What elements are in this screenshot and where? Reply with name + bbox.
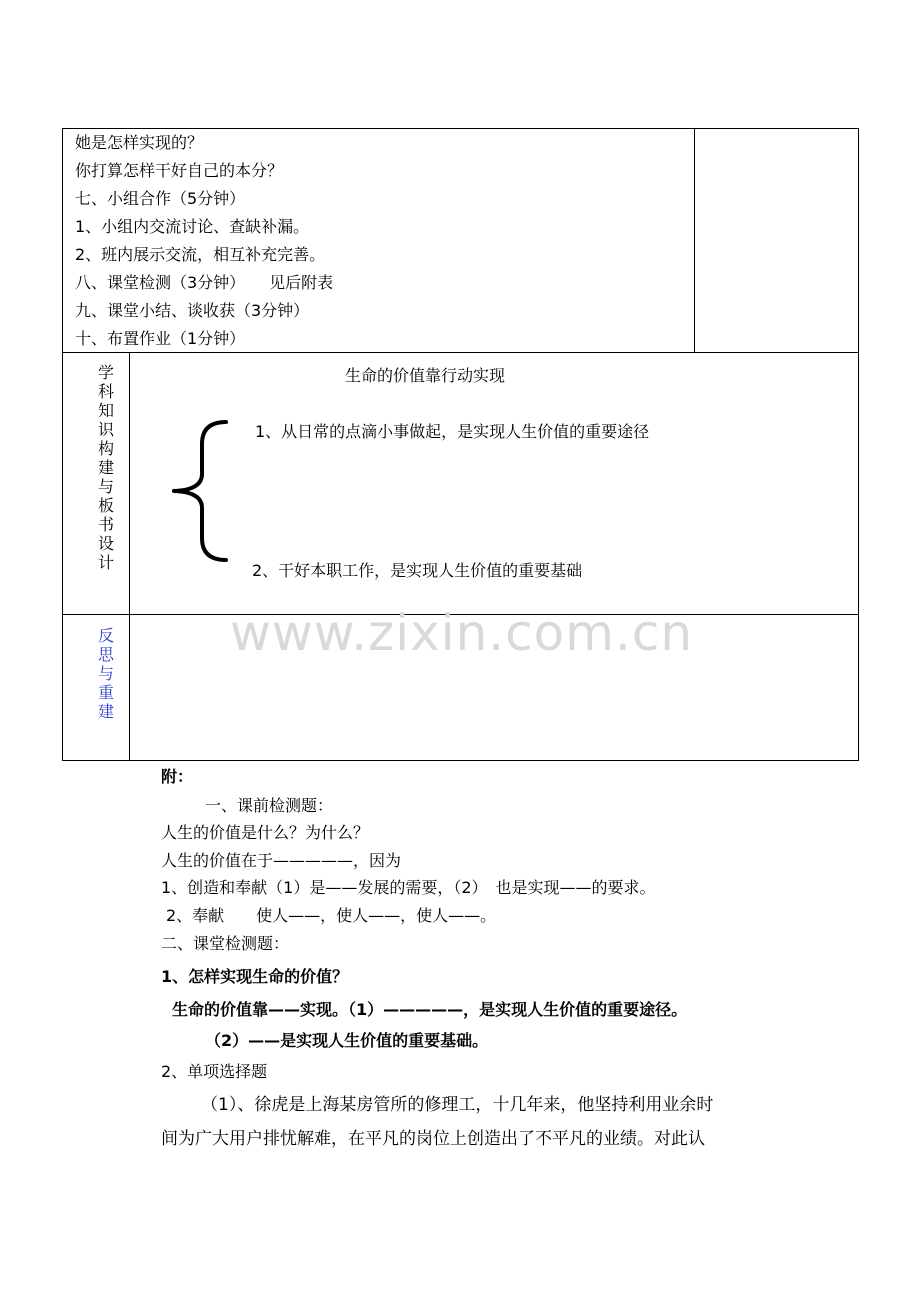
row1-col-divider [694,128,695,353]
label-col-divider [129,352,130,761]
paragraph-line: （1）、徐虎是上海某房管所的修理工，十几年来，他坚持利用业余时 [201,1095,714,1115]
question-line: 1、创造和奉献（1）是——发展的需要，（2） 也是实现——的要求。 [161,878,656,897]
question-line: 2、奉献 使人——，使人——，使人——。 [166,906,497,925]
row1-divider [62,352,859,353]
section1-title: 一、课前检测题： [205,796,334,815]
bold-answer-line: 生命的价值靠——实现。（1）—————，是实现人生价值的重要途径。 [172,1000,688,1019]
board-point-2: 2、干好本职工作，是实现人生价值的重要基础 [252,561,583,580]
row1-line: 十、布置作业（1分钟） [75,329,246,348]
board-side-label: 学科知识构建与板书设计 [97,363,114,572]
table-top-border [62,128,859,129]
watermark: www.zixin.com.cn [230,604,694,662]
section2-title: 二、课堂检测题： [161,934,290,953]
reflect-label: 反思与重建 [97,626,114,721]
table-right-border [858,128,859,761]
table-bottom-border [62,760,859,761]
row1-line: 八、课堂检测（3分钟） 见后附表 [75,273,334,292]
table-left-border [62,128,63,761]
row1-line: 你打算怎样干好自己的本分？ [75,161,284,180]
bold-answer-line: （2）——是实现人生价值的重要基础。 [205,1031,489,1050]
row1-line: 1、小组内交流讨论、查缺补漏。 [75,217,310,236]
board-point-1: 1、从日常的点滴小事做起，是实现人生价值的重要途径 [255,422,650,441]
row1-line: 九、课堂小结、谈收获（3分钟） [75,301,310,320]
row1-line: 七、小组合作（5分钟） [75,189,246,208]
section2-sub: 2、单项选择题 [161,1062,268,1081]
board-title: 生命的价值靠行动实现 [345,366,506,385]
row1-line: 2、班内展示交流，相互补充完善。 [75,245,326,264]
curly-brace-icon [168,418,230,564]
question-line: 人生的价值在于—————，因为 [161,851,402,870]
appendix-heading: 附： [161,767,194,786]
bold-question: 1、怎样实现生命的价值？ [161,967,349,986]
paragraph-line: 间为广大用户排忧解难，在平凡的岗位上创造出了不平凡的业绩。对此认 [161,1129,705,1149]
row1-line: 她是怎样实现的？ [75,133,204,152]
question-line: 人生的价值是什么？为什么？ [161,823,370,842]
